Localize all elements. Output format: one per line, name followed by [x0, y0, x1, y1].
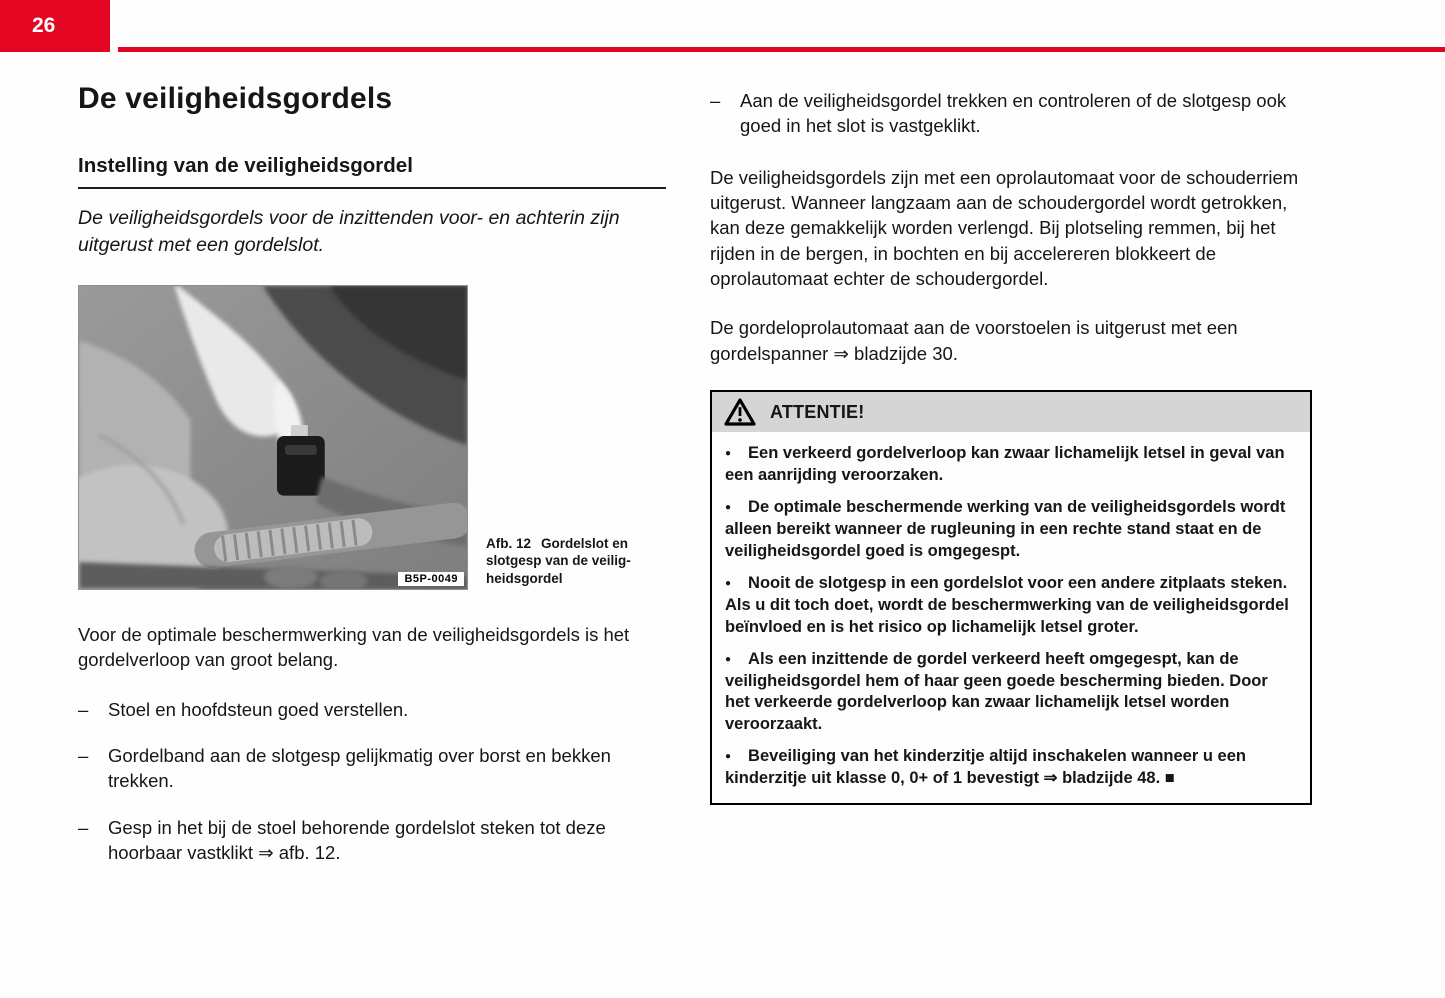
warning-item: ● Beveiliging van het kinderzitje altijd inschakelen wanneer u een kinderzitje uit klasse 0, 0+ of 1 bevestigt ⇒ bladzijde 48. ■ — [725, 746, 1297, 790]
warning-item: ● De optimale beschermende werking van de veiligheidsgordels wordt alleen bereikt wanneer de rugleuning in een rechte stand staat en de veiligheidsgordel goed is omgegespt. — [725, 497, 1297, 563]
seatbelt-buckle-photo — [79, 286, 467, 589]
page-number-box — [0, 0, 110, 52]
right-paragraph-1: De veiligheidsgordels zijn met een oprolautomaat voor de schouderriem uitgerust. Wanneer langzaam aan de schoudergordel wordt getrokken, kan deze gemakkelijk worden verlengd. Bij plotseling remmen, bij het rijden in de bergen, in bochten en bij accelereren blokkeert de oprolautomaat echter de schoudergordel. — [710, 166, 1299, 290]
figure-caption — [486, 535, 644, 590]
figure-12 — [78, 285, 666, 590]
right-dash-list — [710, 88, 1312, 139]
section-heading: Instelling van de veiligheidsgordel — [78, 154, 666, 189]
intro-text: De veiligheidsgordels voor de inzittenden voor- en achterin zijn uitgerust met een gordelslot. — [78, 207, 620, 256]
figure-caption-text: Gordelslot en slotgesp van de veilig-heidsgordel — [486, 535, 631, 587]
warning-item: ● Als een inzittende de gordel verkeerd heeft omgegespt, kan de veiligheidsgordel hem of haar geen goede bescherming bieden. Door het verkeerde gordelverloop kan zwaar lichamelijk letsel worden veroorzaakt. — [725, 649, 1297, 737]
figure-caption-label: Afb. 12 — [486, 535, 532, 551]
left-paragraph: Voor de optimale beschermwerking van de veiligheidsgordels is het gordelverloop van groot belang. — [78, 624, 630, 671]
warning-title: ATTENTIE! — [770, 401, 865, 422]
page-title: De veiligheidsgordels — [78, 82, 393, 115]
figure-photo — [78, 285, 468, 590]
warning-box — [710, 390, 1312, 805]
warning-item: ● Nooit de slotgesp in een gordelslot voor een andere zitplaats steken. Als u dit toch doet, wordt de beschermwerking van de veiligheidsgordel beïnvloed en is het risico op lichamelijk letsel groter. — [725, 573, 1297, 639]
right-column — [710, 88, 1312, 805]
left-dash-list — [78, 697, 666, 866]
list-item: – Aan de veiligheidsgordel trekken en controleren of de slotgesp ook goed in het slot is vastgeklikt. — [710, 88, 1312, 139]
right-paragraph-2: De gordeloprolautomaat aan de voorstoelen is uitgerust met een gordelspanner ⇒ bladzijde 30. — [710, 317, 1238, 364]
warning-triangle-icon — [723, 397, 757, 427]
figure-code: B5P-0049 — [398, 572, 464, 586]
warning-header — [712, 392, 1310, 432]
list-item: – Gesp in het bij de stoel behorende gordelslot steken tot deze hoorbaar vastklikt ⇒ afb. 12. — [78, 815, 666, 866]
list-item: – Stoel en hoofdsteun goed verstellen. — [78, 697, 666, 722]
left-column — [78, 82, 666, 865]
header-rule — [118, 47, 1445, 52]
warning-item: ● Een verkeerd gordelverloop kan zwaar lichamelijk letsel in geval van een aanrijding veroorzaken. — [725, 443, 1297, 487]
list-item: – Gordelband aan de slotgesp gelijkmatig over borst en bekken trekken. — [78, 743, 666, 794]
page-number: 26 — [32, 14, 56, 37]
warning-body — [712, 432, 1310, 803]
